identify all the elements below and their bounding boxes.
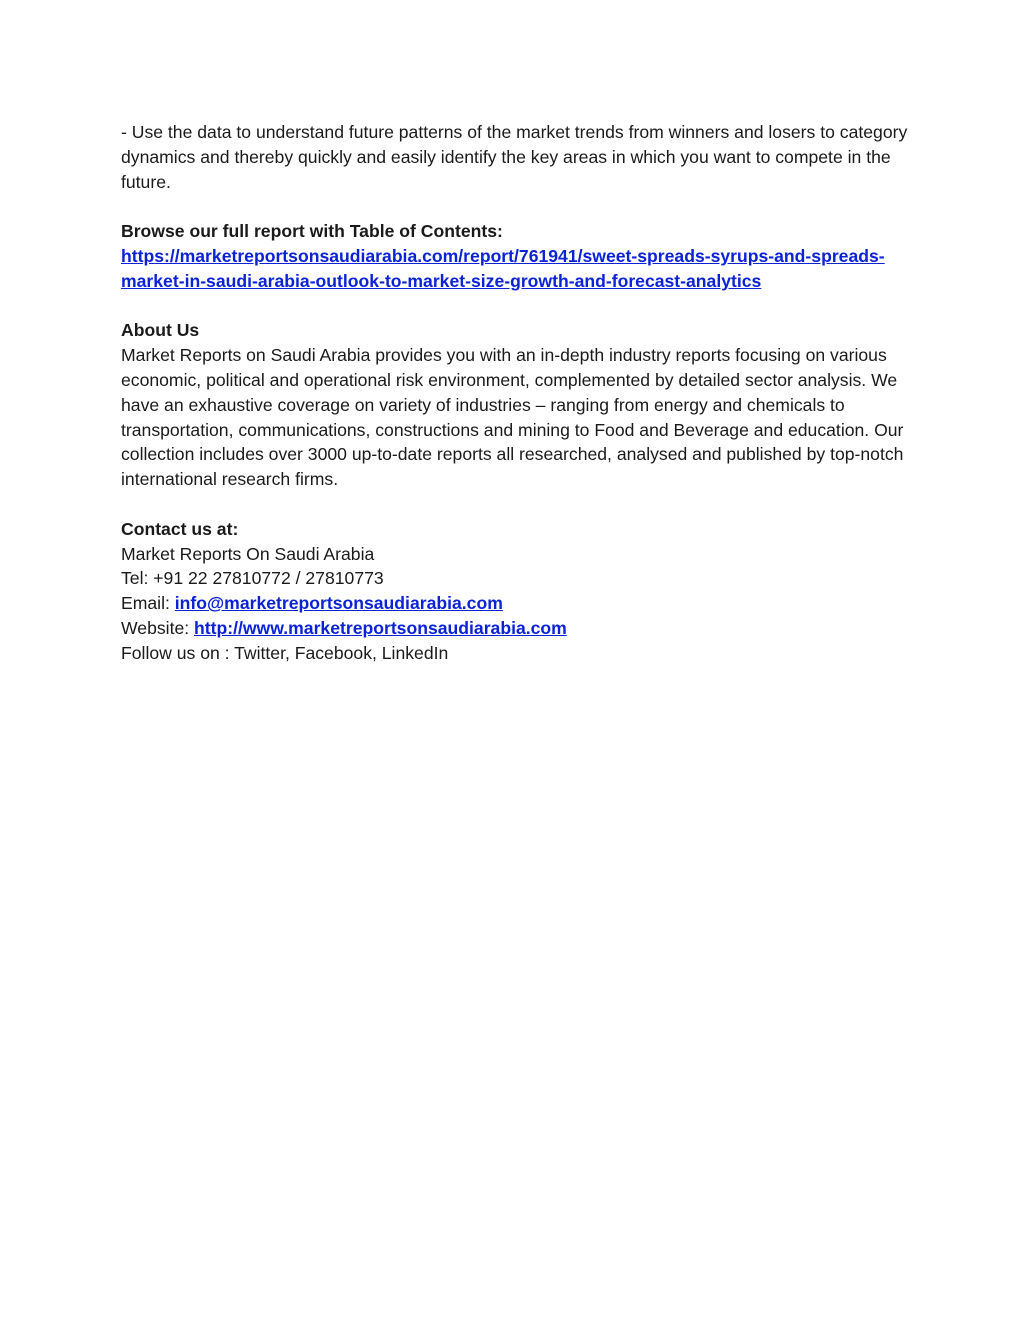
website-link[interactable]: http://www.marketreportsonsaudiarabia.com	[194, 617, 567, 638]
website-label: Website:	[121, 617, 195, 638]
contact-website-row	[121, 616, 911, 641]
report-link[interactable]	[121, 244, 911, 294]
contact-tel: Tel: +91 22 27810772 / 27810773	[121, 568, 384, 589]
contact-heading: Contact us at:	[121, 518, 239, 539]
report-link-line-2[interactable]: market-in-saudi-arabia-outlook-to-market-size-growth-and-forecast-analytics	[121, 270, 762, 291]
document-content	[121, 120, 911, 666]
intro-bullet: - Use the data to understand future patterns of the market trends from winners and losers to category dynamics and thereby quickly and easily identify the key areas in which you want to compete in the future.	[121, 122, 908, 192]
about-heading: About Us	[121, 320, 200, 341]
spacer	[121, 294, 911, 319]
spacer	[121, 492, 911, 517]
contact-company: Market Reports On Saudi Arabia	[121, 543, 375, 564]
spacer	[121, 194, 911, 219]
contact-follow: Follow us on : Twitter, Facebook, LinkedIn	[121, 642, 449, 663]
report-link-line-1[interactable]: https://marketreportsonsaudiarabia.com/report/761941/sweet-spreads-syrups-and-spreads-	[121, 245, 885, 266]
about-body: Market Reports on Saudi Arabia provides you with an in-depth industry reports focusing on various economic, political and operational risk environment, complemented by detailed sector analysis. We have an exhaustive coverage on variety of industries – ranging from energy and chemicals to transportation, communications, constructions and mining to Food and Beverage and education. Our collection includes over 3000 up-to-date reports all researched, analysed and published by top-notch international research firms.	[121, 345, 904, 490]
email-label: Email:	[121, 593, 175, 614]
email-link[interactable]: info@marketreportsonsaudiarabia.com	[174, 593, 503, 614]
contact-email-row	[121, 591, 911, 616]
browse-heading: Browse our full report with Table of Contents:	[121, 221, 503, 242]
